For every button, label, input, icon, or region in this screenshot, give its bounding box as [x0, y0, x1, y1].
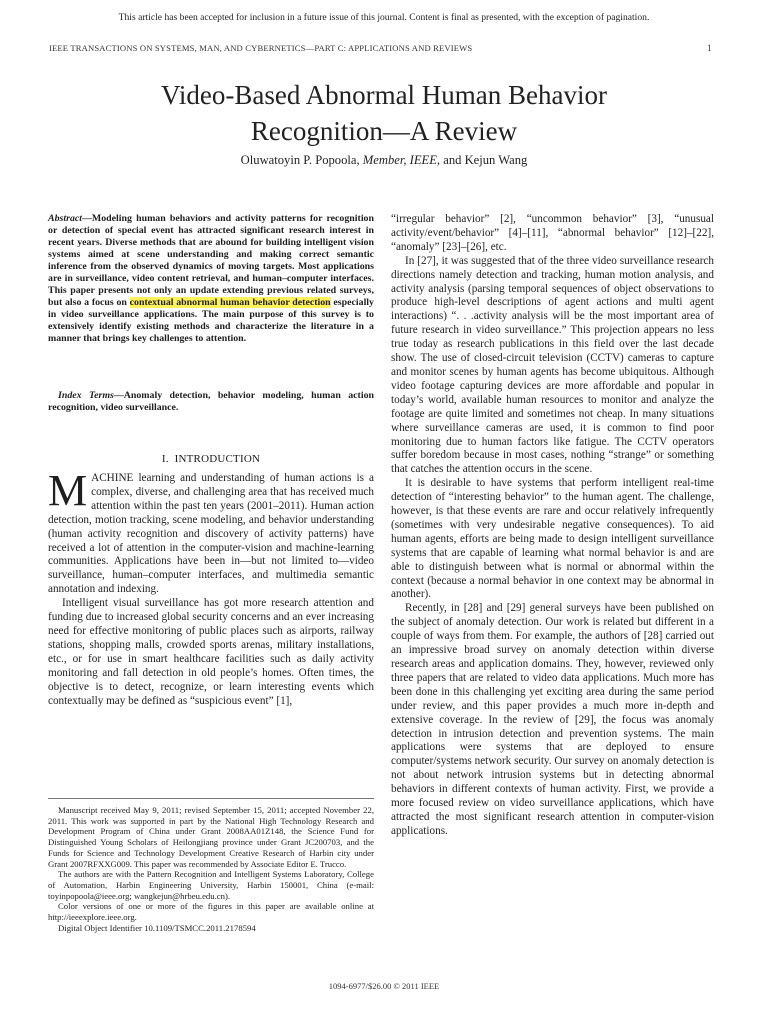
abstract [48, 213, 374, 346]
intro-paragraph-1-text: ACHINE learning and understanding of human actions is a complex, diverse, and challenging area that has received much attention within the past ten years (2001–2011). Human action detection, motion tracking, scene modeling, and behavior understanding (human activity recognition and discovery of activity patterns) have received a lot of attention in the computer-vision and machine-learning communities. Applications have been in—but not limited to—video surveillance, human–computer interfaces, and multimedia semantic annotation and indexing. [48, 472, 374, 596]
author-secondary: and Kejun Wang [443, 153, 528, 167]
section-heading-introduction [48, 453, 374, 465]
footnote-doi: Digital Object Identifier 10.1109/TSMCC.2011.2178594 [58, 922, 256, 933]
section-title-rest: NTRODUCTION [178, 453, 261, 465]
section-initial: I [174, 453, 179, 465]
author-membership: Member, IEEE, [362, 153, 441, 167]
title-line-2: Recognition—A Review [250, 116, 518, 146]
right-paragraph-4: Recently, in [28] and [29] general surveys have been published on the subject of anomaly detection. Our work is related but different in a couple of ways from them. For example, the authors of [28] carried out an impressive broad survey on anomaly detection within diverse research areas and application domains. They, however, reviewed only three papers that are related to video data applications. Much more has been done in this challenging yet exciting area during the same period under review, and this paper provides a much more in-depth and extensive coverage. In the review of [29], the focus was anomaly detection in intrusion detection and prevention systems. The main applications were systems that are deployed to ensure computer/systems network security. Our survey on anomaly detection is not about network intrusion systems but in detecting abnormal behaviors in different contexts of human activity. First, we provide a more focused review on video surveillance applications, which have attracted the most significant research attention in computer-vision applications. [391, 602, 714, 837]
footnotes [48, 805, 374, 933]
title-line-1: Video-Based Abnormal Human Behavior [160, 80, 608, 110]
author-line [0, 153, 768, 168]
right-paragraph-2: In [27], it was suggested that of the three video surveillance research directions namely detection and tracking, human motion analysis, and activity analysis (parsing temporal sequences of object observations to produce high-level descriptions of agent actions and multi agent interactions) “. . .activity analysis will be the most important area of future research in video surveillance.” This projection appears no less true today as research publications in this field over the last decade show. The use of closed-circuit television (CCTV) cameras to capture and monitor scenes by human agents has become ubiquitous. Although video footage capturing devices are more affordable and popular in today’s world, available human resources to monitor and analyze the footage are quite limited and sometimes not cheap. In many situations where surveillance cameras are used, it is common to find poor monitoring due to human factors like fatigue. The CCTV operators suffer boredom because in most cases, nothing “strange” or something that catches the attention occurs in the scene. [391, 254, 714, 476]
footnote-affiliation: The authors are with the Pattern Recognition and Intelligent Systems Laboratory, College of Automation, Harbin Engineering University, Harbin 150001, China (e-mail: toyinpopoola@ieee.org; wangkejun@hrbeu.edu.cn). [48, 869, 374, 901]
index-terms-dash: — [113, 390, 124, 401]
abstract-label: Abstract [48, 213, 83, 224]
page-number: 1 [707, 43, 712, 53]
intro-paragraph-1 [48, 466, 374, 597]
abstract-text-end: especially in video surveillance applications. The main purpose of this survey is to extensively identify existing methods and characterize the literature in a manner that brings key challenges to attention. [48, 297, 374, 345]
drop-cap: M [48, 466, 88, 515]
index-terms-text: Anomaly detection, behavior modeling, human action recognition, video surveillance. [48, 390, 374, 414]
abstract-dash: — [82, 213, 92, 224]
journal-header: IEEE TRANSACTIONS ON SYSTEMS, MAN, AND CYBERNETICS—PART C: APPLICATIONS AND REVIEWS [49, 43, 473, 53]
section-numeral: I. [161, 453, 169, 465]
author-primary: Oluwatoyin P. Popoola, [240, 153, 360, 167]
intro-paragraph-2: Intelligent visual surveillance has got more research attention and funding due to increased global security concerns and an ever increasing need for effective monitoring of public places such as airports, railway stations, shopping malls, crowded sports arenas, military installations, etc., or for use in smart healthcare facilities such as daily activity monitoring and fall detection in old people’s homes. Often times, the objective is to detect, recognize, or learn interesting events which contextually may be defined as “suspicious event” [1], [48, 597, 374, 707]
footnote-manuscript: Manuscript received May 9, 2011; revised September 15, 2011; accepted November 22, 2011. This work was supported in part by the National High Technology Research and Development Program of China under Grant 2008AA01Z148, the Science Fund for Distinguished Young Scholars of Heilongjiang province under Grant JC200703, and the Funds for Science and Technology Development Creative Research of Harbin city under Grant 2007RFXXG009. This paper was recommended by Associate Editor E. Trucco. [48, 805, 374, 869]
paper-title [0, 77, 768, 149]
right-paragraph-1: “irregular behavior” [2], “uncommon behavior” [3], “unusual activity/event/behavior” [4]–[11], “abnormal behavior” [12]–[22], “anomaly” [23]–[26], etc. [391, 213, 714, 253]
index-terms [48, 390, 374, 414]
footnote-divider [48, 798, 374, 799]
index-terms-label: Index Terms [58, 390, 114, 401]
footnote-color: Color versions of one or more of the figures in this paper are available online at http://ieeexplore.ieee.org. [48, 901, 374, 923]
copyright-line: 1094-6977/$26.00 © 2011 IEEE [328, 981, 440, 991]
acceptance-notice: This article has been accepted for inclusion in a future issue of this journal. Content is final as presented, with the exception of pagination. [118, 12, 650, 23]
right-paragraph-3: It is desirable to have systems that perform intelligent real-time detection of “interesting behavior” to the human agent. The challenge, however, is that these events are rare and occur relatively infrequently (sometimes with very undesirable negative consequences). To aid human agents, efforts are being made to design intelligent surveillance systems that are capable of learning what normal behavior is and are able to distinguish between what is normal or abnormal within the context (because a normal behavior in one context may be abnormal in another). [391, 477, 714, 601]
highlighted-phrase: contextual abnormal human behavior detection [129, 297, 331, 309]
abstract-text-start: Modeling human behaviors and activity patterns for recognition or detection of special event has attracted significant research interest in recent years. Diverse methods that are abound for building intelligent vision systems aimed at scene understanding and making correct semantic inference from the observed dynamics of moving targets. Most applications are in surveillance, video content retrieval, and human–computer interfaces. This paper presents not only an update extending previous related surveys, but also a focus on [48, 213, 374, 309]
introduction-body [48, 466, 374, 708]
right-column [391, 213, 714, 839]
